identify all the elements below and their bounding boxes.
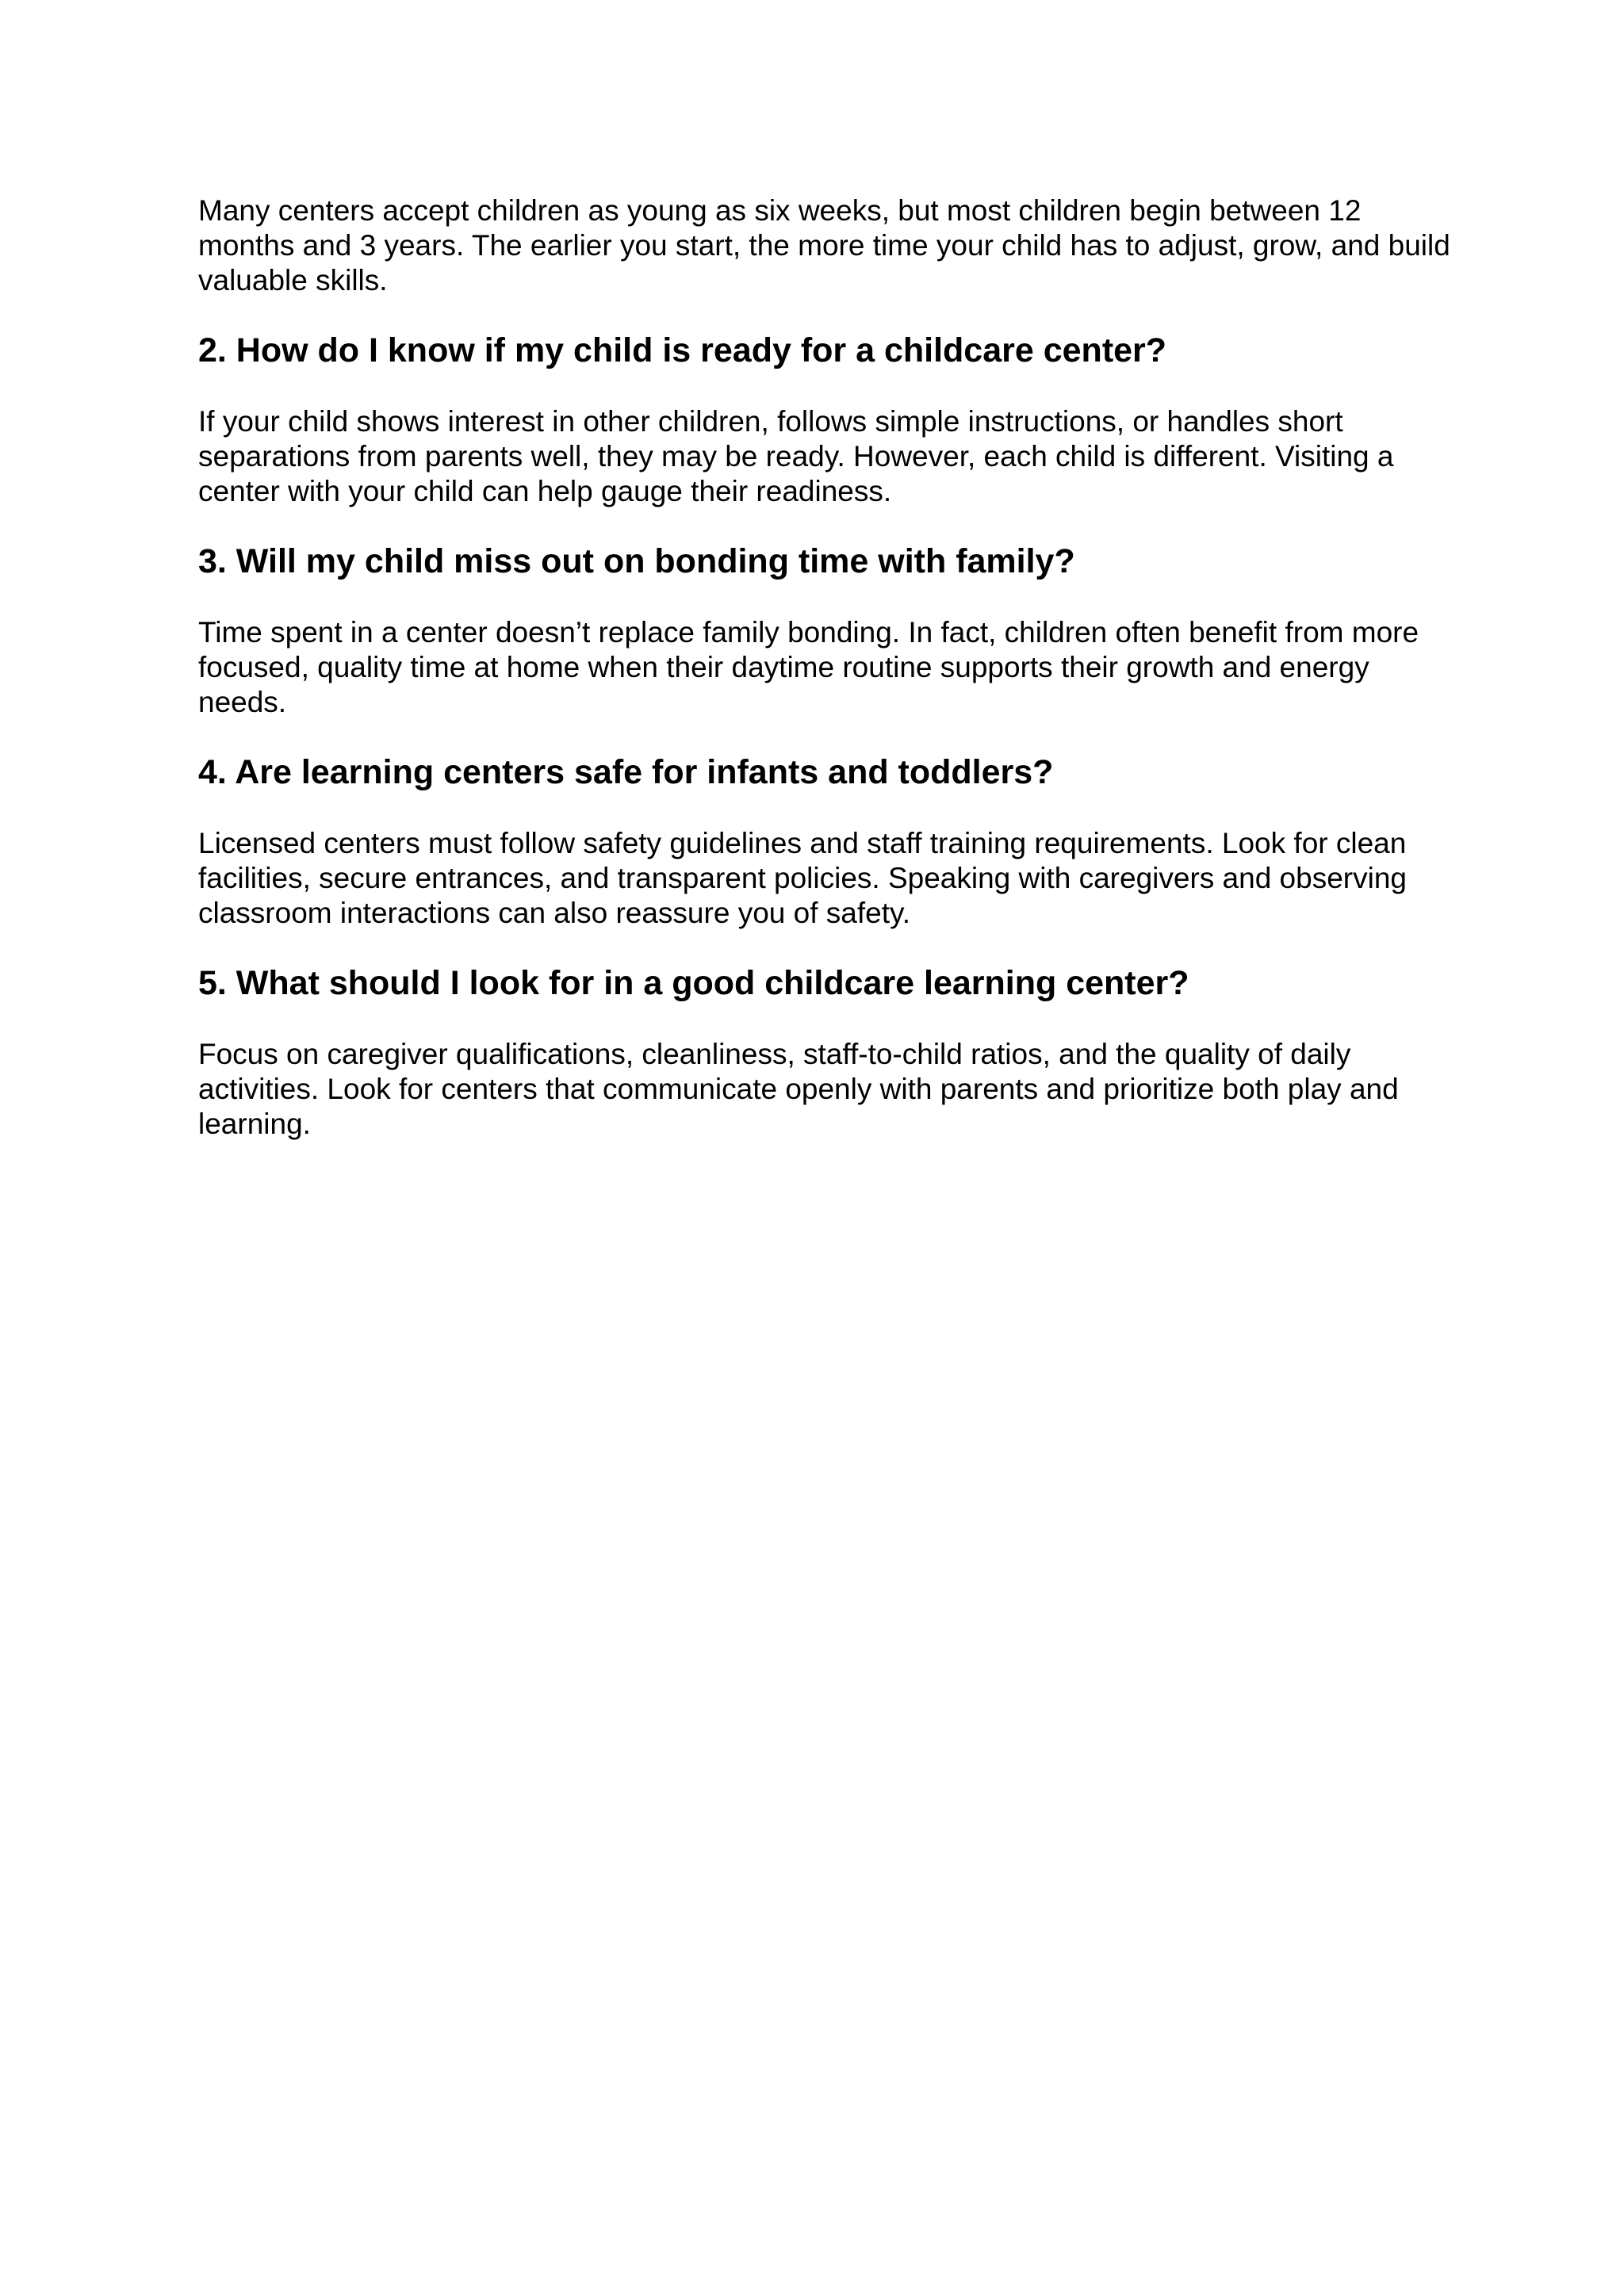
faq-answer: Focus on caregiver qualifications, cleanliness, staff-to-child ratios, and the quality of daily activities. Look for centers that communicate openly with parents and prioritize both play and learning.	[198, 1038, 1399, 1140]
intro-paragraph: Many centers accept children as young as six weeks, but most children begin between 12 months and 3 years. The earlier you start, the more time your child has to adjust, grow, and build valuable skills.	[198, 194, 1450, 297]
faq-item-4	[198, 752, 1451, 931]
faq-item-2	[198, 331, 1451, 509]
faq-question: 5. What should I look for in a good childcare learning center?	[198, 964, 1189, 1002]
document-page	[198, 193, 1451, 1142]
faq-question: 3. Will my child miss out on bonding time with family?	[198, 542, 1075, 580]
faq-answer: Time spent in a center doesn’t replace family bonding. In fact, children often benefit from more focused, quality time at home when their daytime routine supports their growth and energy needs.	[198, 616, 1419, 718]
faq-question: 2. How do I know if my child is ready for a childcare center?	[198, 331, 1167, 369]
faq-item-3	[198, 541, 1451, 720]
faq-item-5	[198, 963, 1451, 1142]
faq-question: 4. Are learning centers safe for infants and toddlers?	[198, 753, 1054, 791]
faq-answer: If your child shows interest in other children, follows simple instructions, or handles short separations from parents well, they may be ready. However, each child is different. Visiting a center with your child can help gauge their readiness.	[198, 405, 1394, 507]
faq-answer: Licensed centers must follow safety guidelines and staff training requirements. Look for clean facilities, secure entrances, and transparent policies. Speaking with caregivers and observing classroom interactions can also reassure you of safety.	[198, 827, 1407, 929]
